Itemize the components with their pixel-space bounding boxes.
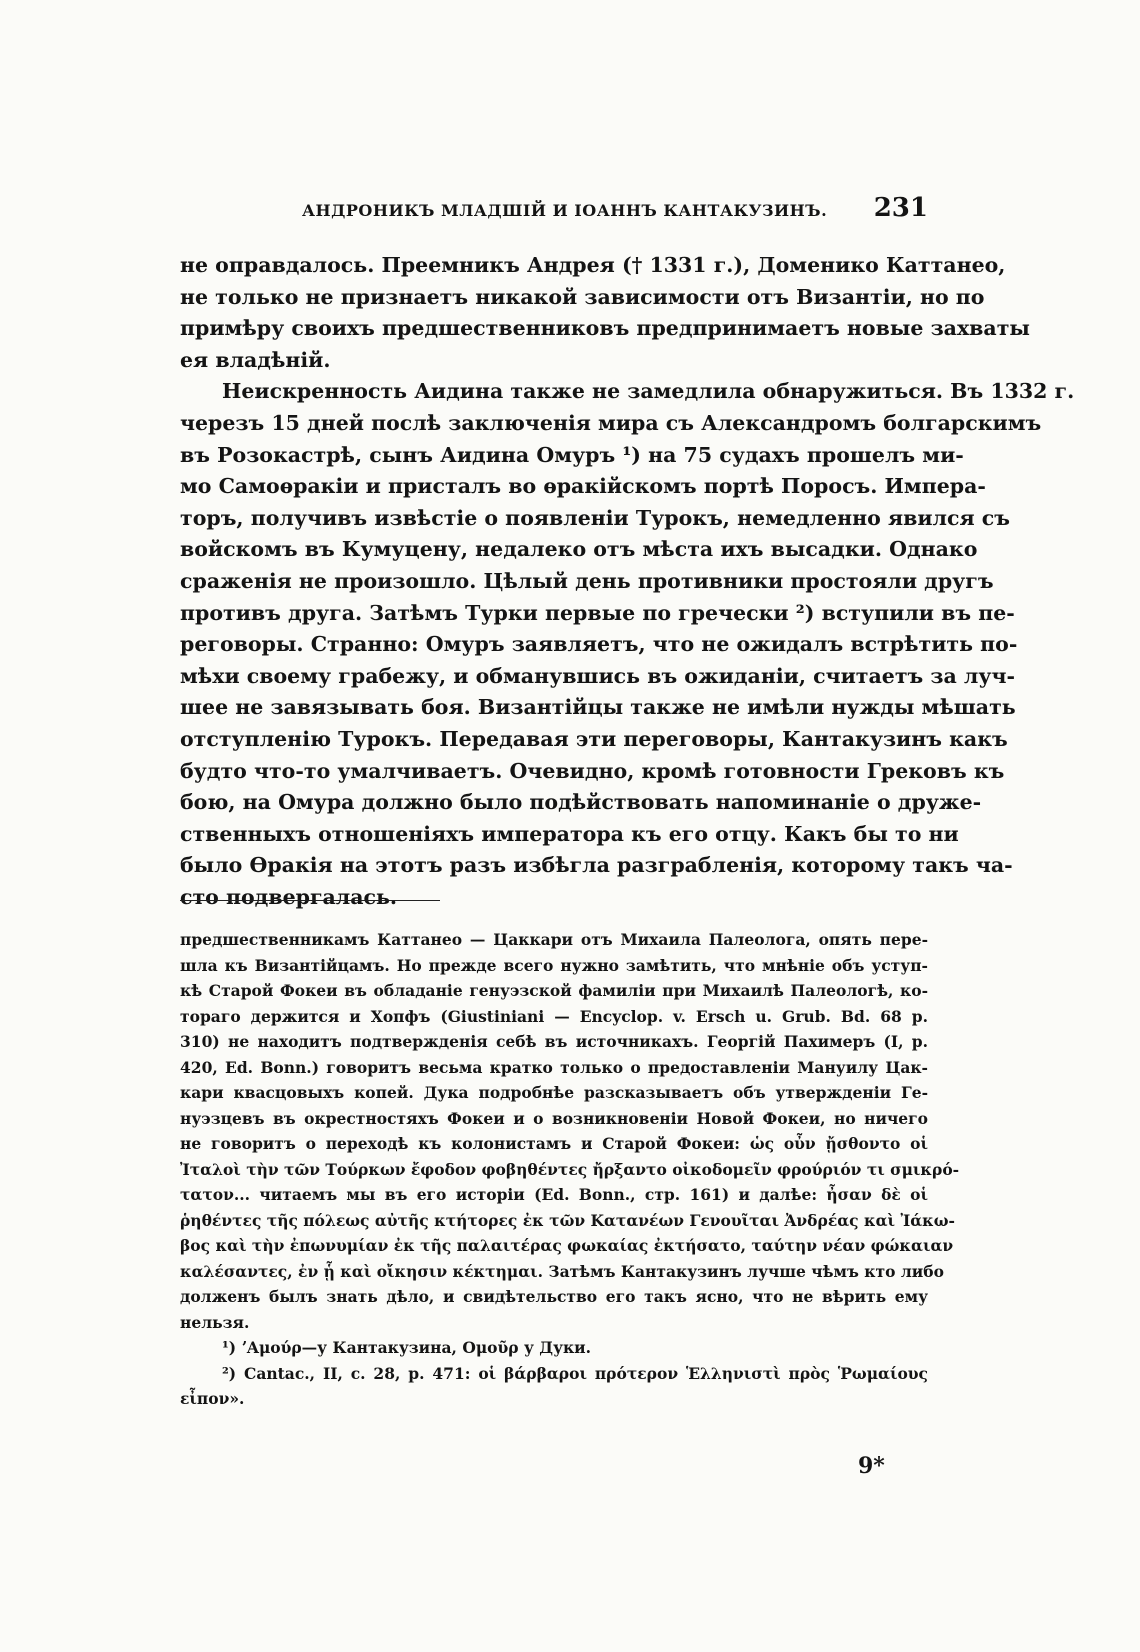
text-line: отступленію Турокъ. Передавая эти переговоры, Кантакузинъ какъ [180, 726, 1008, 751]
text-line: въ Розокастрѣ, сынъ Аидина Омуръ ¹) на 75 судахъ прошелъ ми- [180, 442, 964, 467]
text-line: было Ѳракія на этотъ разъ избѣгла разграбленія, которому такъ ча- [180, 853, 1013, 878]
running-title: АНДРОНИКЪ МЛАДШІЙ И ІОАННЪ КАНТАКУЗИНЪ. [302, 201, 828, 220]
footnote-line: 310) не находитъ подтвержденія себѣ въ источникахъ. Георгій Пахимеръ (I, p. [180, 1032, 928, 1051]
footnote-line: 420, Ed. Bonn.) говоритъ весьма кратко только о предоставленіи Мануилу Цак- [180, 1057, 928, 1077]
text-line: будто что-то умалчиваетъ. Очевидно, кромѣ готовности Грековъ къ [180, 758, 1005, 783]
text-line: ственныхъ отношеніяхъ императора къ его отцу. Какъ бы то ни [180, 821, 959, 846]
footnote-1: ¹) ʼΑμούρ—у Кантакузина, Ομοῦρ у Дуки. [222, 1338, 592, 1357]
text-line: не только не признаетъ никакой зависимости отъ Византіи, но по [180, 284, 985, 309]
footnote-line: нуэзцевъ въ окрестностяхъ Фокеи и о возникновеніи Новой Фокеи, но ничего [180, 1108, 928, 1128]
footnote-line: долженъ былъ знать дѣло, и свидѣтельство его такъ ясно, что не вѣрить ему [180, 1287, 928, 1306]
text-line: не оправдалось. Преемникъ Андрея († 1331 г.), Доменико Каттанео, [180, 253, 1006, 277]
main-text [180, 250, 1075, 913]
page-header [180, 193, 928, 227]
footnote-line: нельзя. [180, 1312, 250, 1332]
footnote-line: ῥηθέντες τῆς πόλεως αὐτῆς κτήτορες ἐκ τῶν Κατανέων Γενουῖται Ἀνδρέας καὶ Ἰάκω- [180, 1210, 955, 1230]
text-line: ея владѣній. [180, 347, 331, 372]
footnote-line: шла къ Византійцамъ. Но прежде всего нужно замѣтить, что мнѣніе объ уступ- [180, 955, 928, 975]
text-line: мѣхи своему грабежу, и обманувшись въ ожиданіи, считаетъ за луч- [180, 663, 1015, 688]
footnote-line: тораго держится и Хопфъ (Giustiniani — Encyclop. v. Ersch u. Grub. Bd. 68 p. [180, 1006, 928, 1026]
text-line: примѣру своихъ предшественниковъ предпринимаетъ новые захваты [180, 316, 1030, 341]
text-line: черезъ 15 дней послѣ заключенія мира съ Александромъ болгарскимъ [180, 410, 1042, 435]
footnote-line: Ἰταλοὶ τὴν τῶν Τούρκων ἔφοδον φοβηθέντες ἤρξαντο οἰκοδομεῖν φρούριόν τι σμικρό- [180, 1159, 960, 1179]
text-line: реговоры. Странно: Омуръ заявляетъ, что не ожидалъ встрѣтить по- [180, 632, 1018, 657]
text-line: Неискренность Аидина также не замедлила обнаружиться. Въ 1332 г. [222, 379, 1075, 404]
footnote-line: не говоритъ о переходѣ къ колонистамъ и Старой Фокеи: ὡς οὖν ᾔσθοντο οἱ [180, 1134, 928, 1153]
text-line: шее не завязывать боя. Византійцы также не имѣли нужды мѣшать [180, 695, 1016, 720]
text-line: противъ друга. Затѣмъ Турки первые по гречески ²) вступили въ пе- [180, 600, 1015, 625]
footnotes [180, 927, 960, 1412]
footnote-line: кѣ Старой Фокеи въ обладаніе генуэзской фамиліи при Михаилѣ Палеологѣ, ко- [180, 981, 928, 1000]
footnote-line: βος καὶ τὴν ἐπωνυμίαν ἐκ τῆς παλαιτέρας φωκαίας ἐκτήσατο, ταύτην νέαν φώκαιαν [180, 1236, 954, 1255]
footnote-line: кари квасцовыхъ копей. Дука подробнѣе разсказываетъ объ утвержденіи Ге- [180, 1083, 928, 1102]
text-line: сраженія не произошло. Цѣлый день противники простояли другъ [180, 568, 994, 593]
footnote-line: τατον... читаемъ мы въ его исторіи (Ed. Bonn., стр. 161) и далѣе: ἦσαν δὲ οἱ [180, 1185, 928, 1204]
footnote-line: καλέσαντες, ἐν ᾗ καὶ οἴκησιν κέκτημαι. Затѣмъ Кантакузинъ лучше чѣмъ кто либо [180, 1261, 944, 1281]
footnote-line: предшественникамъ Каттанео — Цаккари отъ Михаила Палеолога, опять пере- [180, 930, 928, 949]
footnote-separator [180, 900, 440, 901]
text-line: бою, на Омура должно было подѣйствовать напоминаніе о друже- [180, 790, 982, 815]
text-line: торъ, получивъ извѣстіе о появленіи Турокъ, немедленно явился съ [180, 505, 1010, 530]
page-number: 231 [873, 193, 928, 223]
footnote-2-cont: εἶπον». [180, 1389, 245, 1408]
text-line: сто подвергалась. [180, 884, 398, 909]
signature-mark: 9* [858, 1453, 885, 1479]
text-line: мо Самоѳракіи и присталъ во ѳракійскомъ портѣ Поросъ. Импера- [180, 474, 986, 499]
text-line: войскомъ въ Кумуцену, недалеко отъ мѣста ихъ высадки. Однако [180, 537, 978, 562]
footnote-2: ²) Cantac., II, c. 28, p. 471: οἱ βάρβαροι πρότερον Ἑλληνιστὶ πρὸς Ῥωμαίους [222, 1363, 928, 1383]
